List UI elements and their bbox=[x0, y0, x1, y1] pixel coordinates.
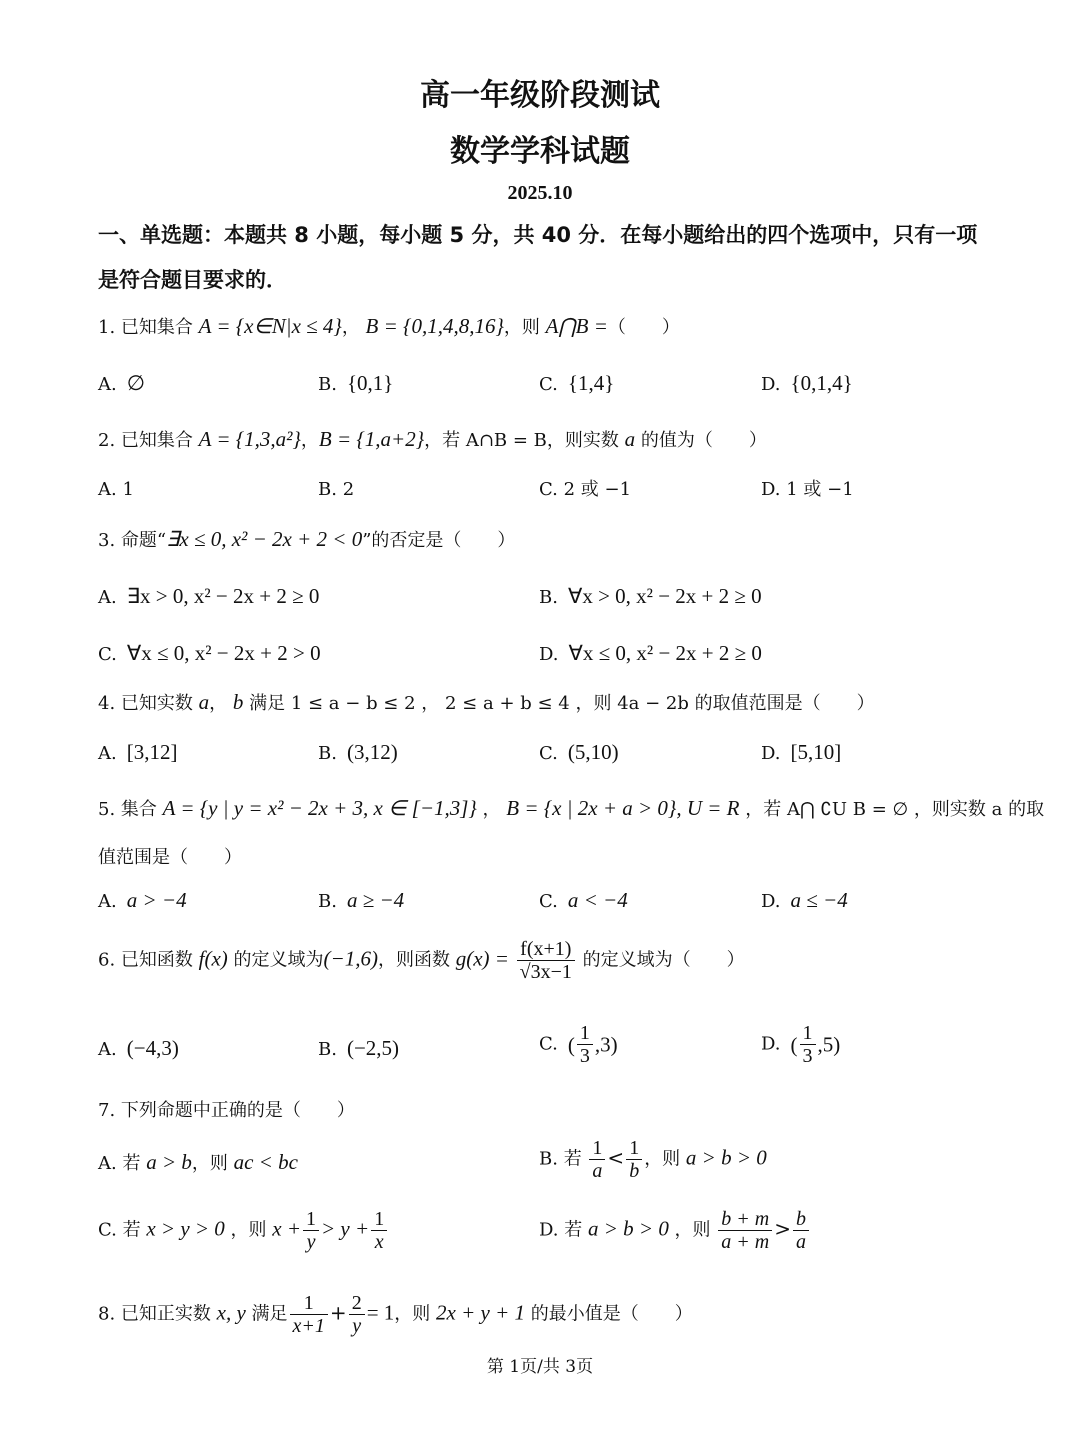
question-7: 7. 下列命题中正确的是（ ） bbox=[98, 1100, 355, 1121]
q1-option-c[interactable]: C. {1,4} bbox=[539, 371, 615, 395]
q6-option-c[interactable]: C. ( $\frac{1}{3}$ ,3) bbox=[539, 1022, 618, 1067]
q5-option-d[interactable]: D. a ≤ −4 bbox=[761, 888, 848, 912]
question-5: 5. 集合 A = {y | y = x² − 2x + 3, x ∈ [−1,3]} ， B = {x | 2x + a > 0}, U = R ，若 A⋂ ∁U B = ∅ ，则实数 a 的取 bbox=[98, 796, 1045, 820]
q7-option-d[interactable]: D. 若 a > b > 0 ，则 $\frac{b + m}{a + m}$ > $\frac{b}{a}$ bbox=[539, 1208, 811, 1253]
page-footer: 第 1页/共 3页 bbox=[486, 1357, 594, 1377]
q3-option-a[interactable]: A. ∃x > 0, x² − 2x + 2 ≥ 0 bbox=[98, 584, 320, 608]
exam-title: 高一年级阶段测试 bbox=[420, 78, 660, 113]
q2-option-d[interactable]: D. 1 或 −1 bbox=[761, 479, 854, 500]
question-1: 1. 已知集合 A = {x∈N|x ≤ 4}， B = {0,1,4,8,16}，则 A⋂B =（ ） bbox=[98, 314, 680, 338]
q3-option-c[interactable]: C. ∀x ≤ 0, x² − 2x + 2 > 0 bbox=[98, 641, 321, 665]
question-3: 3. 命题“∃x ≤ 0, x² − 2x + 2 < 0”的否定是（ ） bbox=[98, 527, 516, 551]
q7-option-b[interactable]: B. 若 $\frac{1}{a}$ < $\frac{1}{b}$ ，则 a > b > 0 bbox=[539, 1137, 767, 1182]
q4-option-d[interactable]: D. [5,10] bbox=[761, 740, 842, 764]
exam-date: 2025.10 bbox=[507, 182, 573, 204]
question-5-line2: 值范围是（ ） bbox=[98, 847, 242, 868]
q1-option-b[interactable]: B. {0,1} bbox=[318, 371, 394, 395]
q5-option-c[interactable]: C. a < −4 bbox=[539, 888, 628, 912]
q5-option-a[interactable]: A. a > −4 bbox=[98, 888, 187, 912]
q6-option-a[interactable]: A. (−4,3) bbox=[98, 1036, 179, 1060]
q4-option-c[interactable]: C. (5,10) bbox=[539, 740, 619, 764]
q3-option-d[interactable]: D. ∀x ≤ 0, x² − 2x + 2 ≥ 0 bbox=[539, 641, 762, 665]
section-heading-line2: 是符合题目要求的． bbox=[98, 268, 287, 292]
q4-option-b[interactable]: B. (3,12) bbox=[318, 740, 398, 764]
q6-option-d[interactable]: D. ( $\frac{1}{3}$ ,5) bbox=[761, 1022, 841, 1067]
question-8: 8. 已知正实数 x, y 满足 $\frac{1}{x+1}$ + $\frac{2}{y}$ = 1，则 2x + y + 1 的最小值是（ ） bbox=[98, 1292, 693, 1337]
exam-subtitle: 数学学科试题 bbox=[450, 134, 630, 169]
q2-option-c[interactable]: C. 2 或 −1 bbox=[539, 479, 632, 500]
q2-option-b[interactable]: B. 2 bbox=[318, 479, 355, 500]
q6-fraction: $\frac{f(x+1)}{√3x-1}$ bbox=[517, 938, 575, 983]
q6-option-b[interactable]: B. (−2,5) bbox=[318, 1036, 400, 1060]
q4-option-a[interactable]: A. [3,12] bbox=[98, 740, 178, 764]
q7-option-a[interactable]: A. 若 a > b，则 ac < bc bbox=[98, 1150, 298, 1174]
q2-option-a[interactable]: A. 1 bbox=[98, 479, 134, 500]
q5-option-b[interactable]: B. a ≥ −4 bbox=[318, 888, 405, 912]
section-heading-line1: 一、单选题：本题共 8 小题，每小题 5 分，共 40 分．在每小题给出的四个选项中，只有一项 bbox=[98, 223, 978, 247]
q1-option-a[interactable]: A. ∅ bbox=[98, 371, 146, 395]
question-6: 6. 已知函数 f(x) 的定义域为(−1,6)，则函数 g(x) = $\frac{f(x+1)}{√3x-1}$ 的定义域为（ ） bbox=[98, 938, 745, 983]
question-2: 2. 已知集合 A = {1,3,a²}，B = {1,a+2}，若 A∩B = B，则实数 a 的值为（ ） bbox=[98, 427, 767, 451]
question-4: 4. 已知实数 a， b 满足 1 ≤ a − b ≤ 2 ， 2 ≤ a + b ≤ 4 ，则 4a − 2b 的取值范围是（ ） bbox=[98, 690, 875, 714]
q7-option-c[interactable]: C. 若 x > y > 0 ，则 x + $\frac{1}{y}$ > y + $\frac{1}{x}$ bbox=[98, 1208, 389, 1253]
q3-option-b[interactable]: B. ∀x > 0, x² − 2x + 2 ≥ 0 bbox=[539, 584, 762, 608]
q1-option-d[interactable]: D. {0,1,4} bbox=[761, 371, 853, 395]
